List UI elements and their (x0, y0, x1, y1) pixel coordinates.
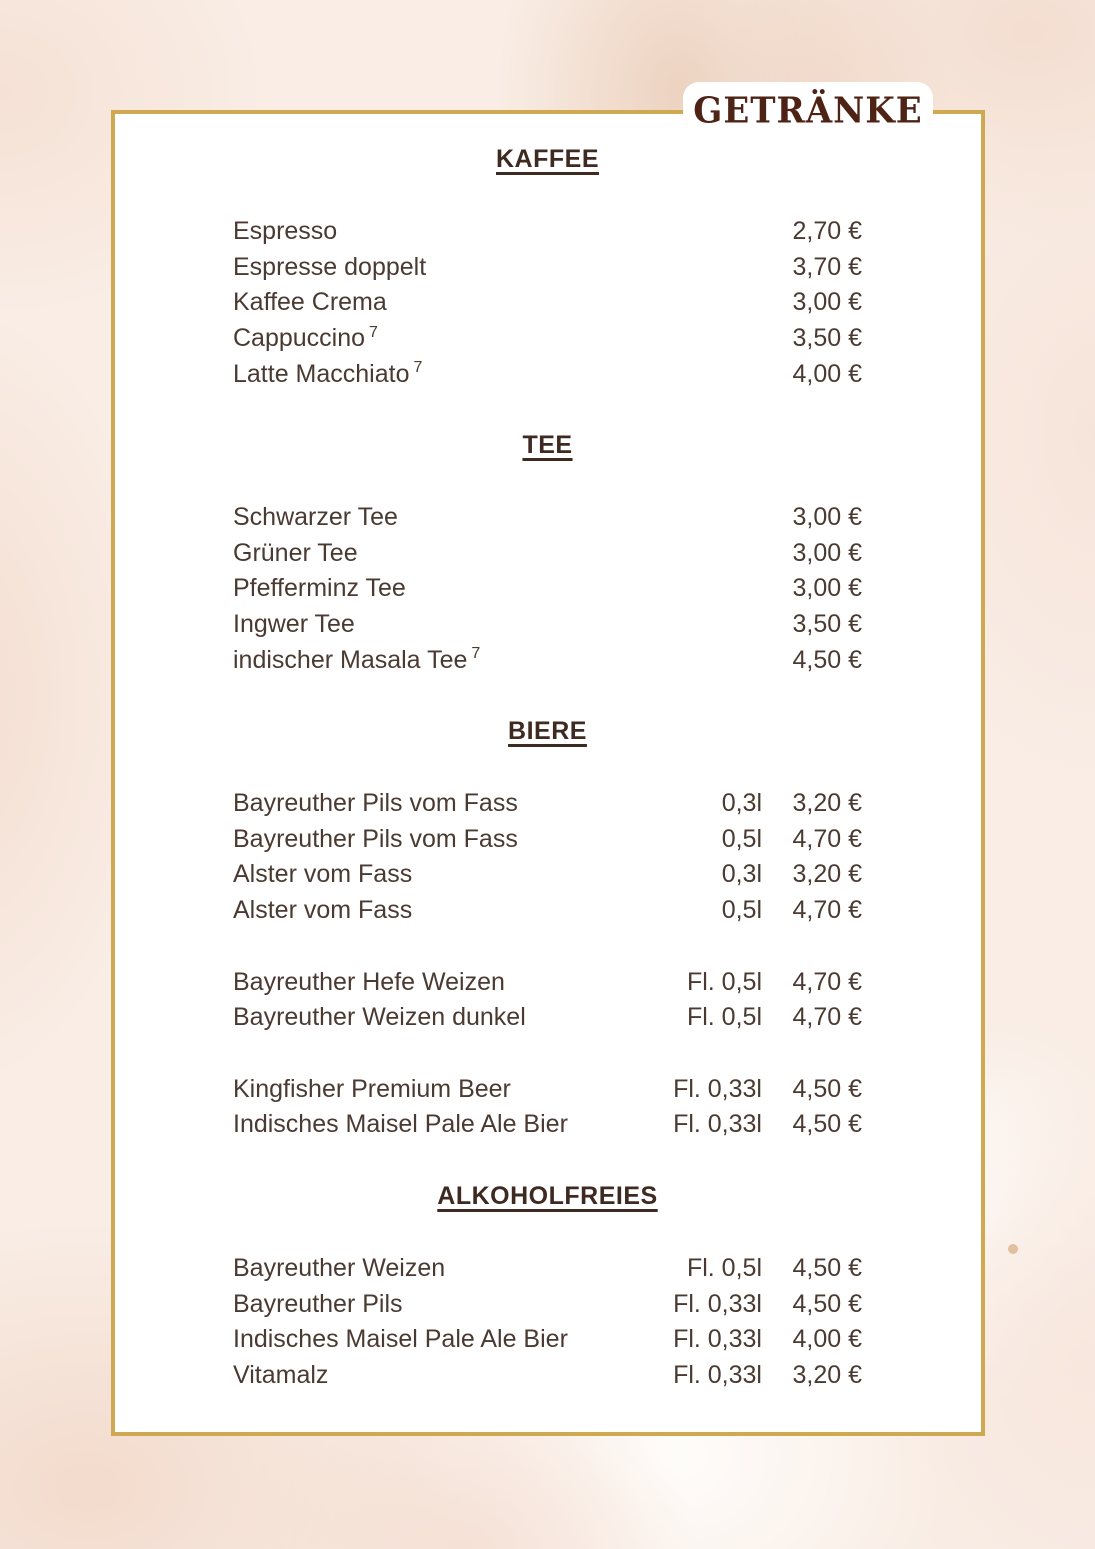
section-header: ALKOHOLFREIES (437, 1181, 658, 1210)
item-price: 3,00 € (792, 538, 862, 567)
page-title: GETRÄNKE (693, 89, 923, 132)
section-header: BIERE (508, 716, 587, 745)
menu-group (233, 500, 862, 678)
item-name: Kaffee Crema (233, 288, 387, 317)
item-name: Cappuccino $^7$ (233, 323, 378, 353)
item-price: 3,20 € (792, 789, 862, 818)
item-size: 0,5l (721, 896, 762, 925)
watercolor-dot (1008, 1244, 1018, 1254)
item-price: 4,50 € (792, 1074, 862, 1103)
item-footnote: 7 (369, 323, 378, 341)
title-tab (683, 82, 933, 139)
item-price: 4,50 € (792, 645, 862, 674)
menu-section (233, 430, 862, 678)
menu-item-row (233, 786, 862, 822)
item-name: Bayreuther Pils vom Fass (233, 824, 518, 853)
menu-card (111, 110, 985, 1436)
section-header: TEE (522, 430, 573, 459)
menu-item-row (233, 642, 862, 678)
item-price: 4,70 € (792, 824, 862, 853)
item-size: Fl. 0,33l (673, 1289, 762, 1318)
item-footnote: 7 (471, 645, 481, 663)
item-name: Latte Macchiato $^7$ (233, 359, 423, 388)
item-price: 4,50 € (792, 1110, 862, 1139)
menu-item-row (233, 1322, 862, 1358)
menu-item-row (233, 285, 862, 321)
item-name: Ingwer Tee (233, 610, 355, 639)
item-size: Fl. 0,33l (673, 1360, 762, 1389)
item-price: 2,70 € (792, 217, 862, 246)
section-groups (233, 1251, 862, 1393)
menu-item-row (233, 607, 862, 643)
menu-item-row (233, 857, 862, 893)
item-name: Bayreuther Pils (233, 1289, 403, 1318)
item-name: Grüner Tee (233, 538, 358, 567)
menu-section (233, 716, 862, 1143)
menu-item-row (233, 964, 862, 1000)
item-size: 0,3l (721, 789, 762, 818)
item-price: 3,20 € (792, 860, 862, 889)
item-name: Alster vom Fass (233, 860, 413, 889)
item-name: Indisches Maisel Pale Ale Bier (233, 1110, 568, 1139)
menu-item-row (233, 822, 862, 858)
menu-item-row (233, 214, 862, 250)
item-name: Kingfisher Premium Beer (233, 1074, 511, 1103)
item-name: Espresse doppelt (233, 252, 427, 281)
item-price: 3,50 € (792, 610, 862, 639)
menu-item-row (233, 536, 862, 572)
menu-item-row (233, 500, 862, 536)
item-name: Bayreuther Weizen (233, 1253, 446, 1282)
item-name: Pfefferminz Tee (233, 574, 406, 603)
menu-group (233, 1072, 862, 1143)
menu-group (233, 214, 862, 392)
item-price: 3,70 € (792, 252, 862, 281)
item-price: 3,50 € (792, 324, 862, 353)
menu-group (233, 1251, 862, 1393)
item-name: Vitamalz (233, 1360, 329, 1389)
item-footnote: 7 (413, 359, 423, 377)
section-groups (233, 500, 862, 678)
item-size: Fl. 0,33l (673, 1110, 762, 1139)
item-size: 0,5l (721, 824, 762, 853)
item-price: 4,00 € (792, 359, 862, 388)
item-price: 3,00 € (792, 503, 862, 532)
menu-item-row (233, 1251, 862, 1287)
menu-section (233, 144, 862, 392)
item-price: 3,00 € (792, 288, 862, 317)
menu-item-row (233, 250, 862, 286)
item-size: Fl. 0,5l (686, 1003, 762, 1032)
item-price: 4,50 € (792, 1289, 862, 1318)
section-groups (233, 786, 862, 1143)
item-size: Fl. 0,33l (673, 1325, 762, 1354)
item-size: Fl. 0,5l (686, 1253, 762, 1282)
menu-item-row (233, 893, 862, 929)
item-size: Fl. 0,33l (673, 1074, 762, 1103)
item-name: Espresso (233, 217, 338, 246)
menu-group (233, 964, 862, 1035)
menu-item-row (233, 571, 862, 607)
menu-item-row (233, 356, 862, 392)
menu-group (233, 786, 862, 928)
item-price: 4,00 € (792, 1325, 862, 1354)
item-name: indischer Masala Tee $^7$ (233, 645, 481, 674)
section-header: KAFFEE (496, 145, 599, 173)
menu-item-row (233, 1357, 862, 1393)
item-price: 4,70 € (792, 1003, 862, 1032)
item-name: Alster vom Fass (233, 896, 413, 925)
menu-item-row (233, 1286, 862, 1322)
item-size: 0,3l (721, 860, 762, 889)
item-name: Bayreuther Pils vom Fass (233, 789, 518, 818)
menu-section (233, 1181, 862, 1393)
item-price: 3,20 € (792, 1360, 862, 1389)
section-groups (233, 214, 862, 392)
menu-item-row (233, 1107, 862, 1143)
item-price: 4,70 € (792, 967, 862, 996)
item-size: Fl. 0,5l (686, 967, 762, 996)
menu-item-row (233, 1072, 862, 1108)
item-name: Bayreuther Hefe Weizen (233, 967, 505, 996)
item-name: Bayreuther Weizen dunkel (233, 1003, 526, 1032)
item-price: 3,00 € (792, 574, 862, 603)
menu-item-row (233, 321, 862, 357)
menu-sections (115, 144, 981, 1393)
item-name: Indisches Maisel Pale Ale Bier (233, 1325, 568, 1354)
item-price: 4,50 € (792, 1253, 862, 1282)
item-price: 4,70 € (792, 896, 862, 925)
menu-item-row (233, 1000, 862, 1036)
item-name: Schwarzer Tee (233, 503, 398, 532)
